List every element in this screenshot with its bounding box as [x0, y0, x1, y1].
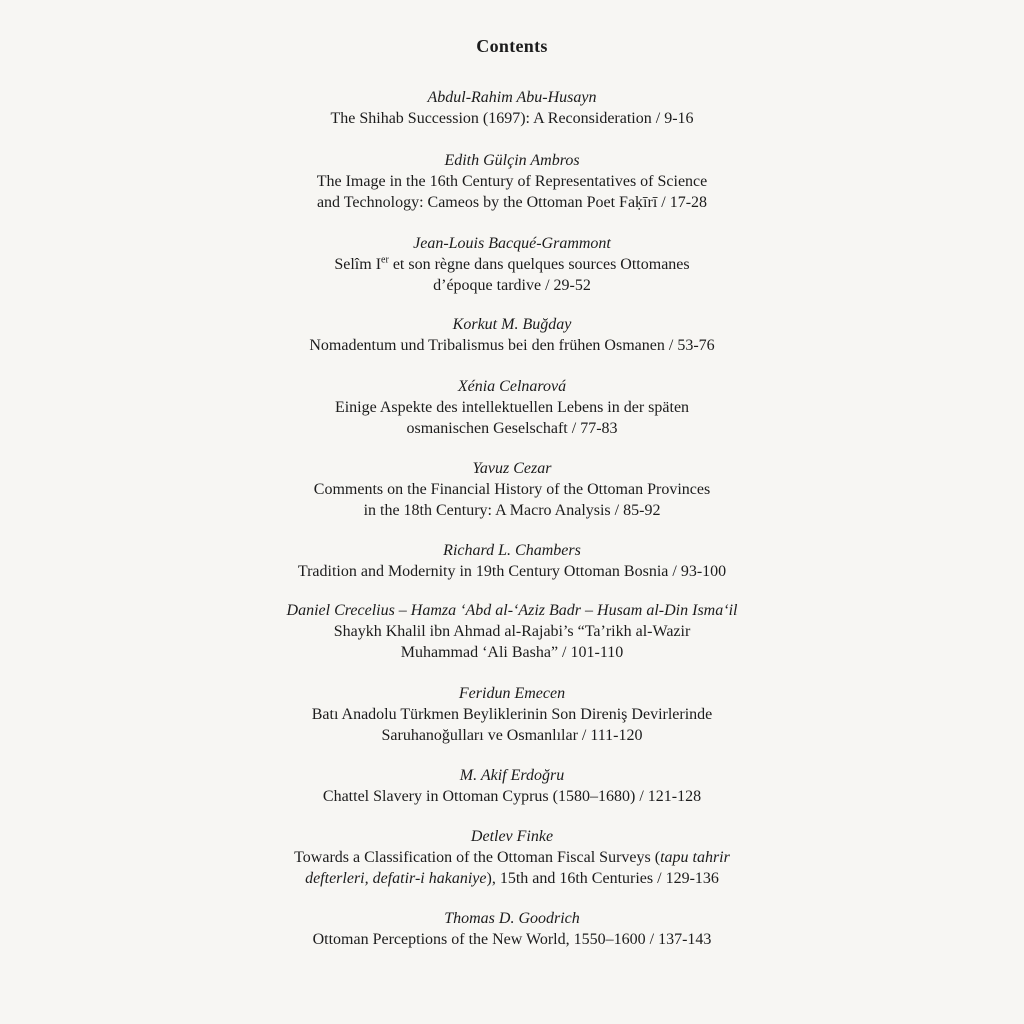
entry-title: d’époque tardive / 29-52: [433, 277, 591, 294]
list-item: [0, 87, 1024, 129]
entry-author: Abdul-Rahim Abu-Husayn: [427, 89, 597, 106]
entry-author: Edith Gülçin Ambros: [444, 152, 580, 169]
page-range: 29-52: [553, 277, 591, 294]
entry-title: Batı Anadolu Türkmen Beyliklerinin Son Direniş Devirlerinde: [311, 706, 713, 723]
page-range: 111-120: [590, 727, 643, 744]
entry-title: Selîm Ier et son règne dans quelques sources Ottomanes: [334, 254, 690, 273]
list-item: [0, 376, 1024, 439]
page-range: 9-16: [664, 110, 694, 127]
list-item: [0, 600, 1024, 663]
page-title: Contents: [476, 36, 548, 56]
entry-author: Daniel Crecelius – Hamza ‘Abd al-‘Aziz Badr – Husam al-Din Isma‘il: [286, 602, 738, 619]
page-range: 77-83: [580, 420, 618, 437]
entry-title: in the 18th Century: A Macro Analysis / 85-92: [363, 502, 661, 519]
list-item: [0, 908, 1024, 950]
page-range: 129-136: [665, 870, 719, 887]
page-range: 137-143: [658, 931, 712, 948]
entry-author: Thomas D. Goodrich: [444, 910, 580, 927]
entry-title: defterleri, defatir-i hakaniye), 15th and 16th Centuries / 129-136: [305, 870, 719, 887]
page-range: 17-28: [669, 194, 708, 211]
list-item: [0, 826, 1024, 889]
entry-author: Korkut M. Buğday: [452, 316, 572, 333]
entry-author: Yavuz Cezar: [472, 460, 552, 477]
entry-title: osmanischen Geselschaft / 77-83: [406, 420, 618, 437]
entry-title: Ottoman Perceptions of the New World, 1550–1600 / 137-143: [312, 931, 712, 948]
page-range: 53-76: [677, 337, 715, 354]
entry-author: Detlev Finke: [470, 828, 554, 845]
entry-author: Jean-Louis Bacqué-Grammont: [413, 235, 611, 252]
entry-title: Towards a Classification of the Ottoman Fiscal Surveys (tapu tahrir: [294, 849, 730, 866]
entry-title: Muhammad ‘Ali Basha” / 101-110: [400, 644, 624, 661]
entry-author: Richard L. Chambers: [443, 542, 581, 559]
entry-title: Chattel Slavery in Ottoman Cyprus (1580–1680) / 121-128: [322, 788, 702, 805]
entry-title: Shaykh Khalil ibn Ahmad al-Rajabi’s “Ta’rikh al-Wazir: [333, 623, 691, 640]
list-item: [0, 314, 1024, 356]
entry-author: Xénia Celnarová: [457, 378, 567, 395]
page-range: 85-92: [623, 502, 661, 519]
entry-title: Tradition and Modernity in 19th Century Ottoman Bosnia / 93-100: [297, 563, 727, 580]
list-item: [0, 765, 1024, 807]
entry-title: and Technology: Cameos by the Ottoman Poet Faḳīrī / 17-28: [316, 194, 708, 211]
entry-title: Einige Aspekte des intellektuellen Lebens in der späten: [334, 399, 690, 416]
entry-title: Saruhanoğulları ve Osmanlılar / 111-120: [381, 727, 643, 744]
list-item: [0, 233, 1024, 296]
entry-title: The Image in the 16th Century of Representatives of Science: [316, 173, 708, 190]
entry-title: The Shihab Succession (1697): A Reconsideration / 9-16: [330, 110, 694, 127]
page-range: 121-128: [647, 788, 702, 805]
entry-title: Comments on the Financial History of the Ottoman Provinces: [313, 481, 711, 498]
entry-author: M. Akif Erdoğru: [459, 767, 565, 784]
list-item: [0, 458, 1024, 521]
page-range: 101-110: [570, 644, 624, 661]
list-item: [0, 540, 1024, 582]
list-item: [0, 150, 1024, 213]
page-range: 93-100: [680, 563, 727, 580]
list-item: [0, 683, 1024, 746]
entry-author: Feridun Emecen: [458, 685, 566, 702]
entry-title: Nomadentum und Tribalismus bei den frühen Osmanen / 53-76: [309, 337, 715, 354]
